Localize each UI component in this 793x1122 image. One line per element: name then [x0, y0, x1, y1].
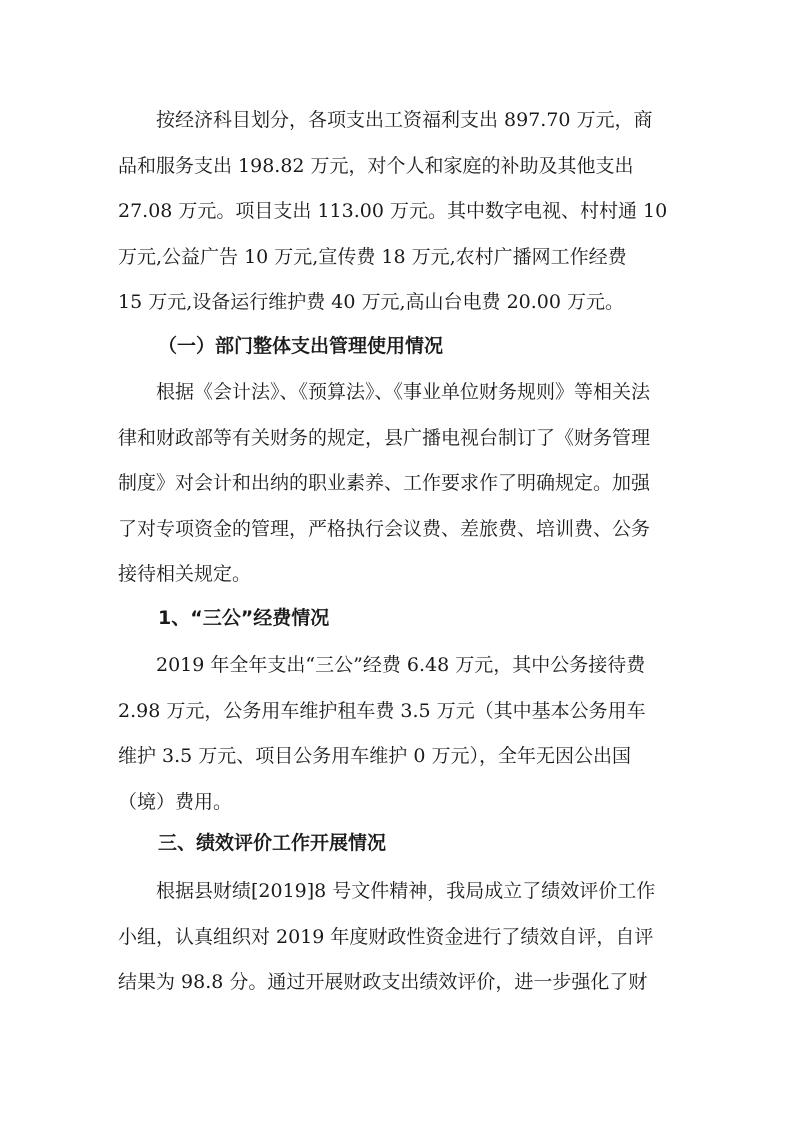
text-line: 制度》对会计和出纳的职业素养、工作要求作了明确规定。加强: [118, 472, 651, 495]
text-line: 了对专项资金的管理，严格执行会议费、差旅费、培训费、公务: [118, 517, 651, 540]
paragraph-performance-evaluation: [118, 869, 688, 1006]
section-heading-three-public-expenses: 1、“三公”经费情况: [158, 607, 330, 629]
text-line: 27.08 万元。项目支出 113.00 万元。其中数字电视、村村通 10: [118, 200, 668, 223]
text-line: 根据县财绩[2019]8 号文件精神，我局成立了绩效评价工作: [156, 880, 656, 902]
section-heading-performance-evaluation: 三、绩效评价工作开展情况: [158, 832, 387, 854]
text-line: 结果为 98.8 分。通过开展财政支出绩效评价，进一步强化了财: [118, 971, 648, 994]
paragraph-expenditure-by-economic-category: [118, 98, 688, 326]
text-line: 按经济科目划分，各项支出工资福利支出 897.70 万元，商: [156, 109, 653, 131]
text-line: 小组，认真组织对 2019 年度财政性资金进行了绩效自评，自评: [118, 925, 654, 948]
text-line: 维护 3.5 万元、项目公务用车维护 0 万元），全年无因公出国: [118, 745, 631, 768]
text-line: 品和服务支出 198.82 万元，对个人和家庭的补助及其他支出: [118, 154, 634, 177]
section-heading-overall-expenditure: （一）部门整体支出管理使用情况: [158, 335, 444, 357]
text-line: 2.98 万元，公务用车维护租车费 3.5 万元（其中基本公务用车: [118, 699, 646, 722]
text-line: 接待相关规定。: [118, 563, 252, 586]
paragraph-three-public-expenses: [118, 643, 688, 825]
text-line: （境）费用。: [118, 790, 233, 813]
text-line: 根据《会计法》、《预算法》、《事业单位财务规则》等相关法: [156, 381, 651, 403]
text-line: 万元,公益广告 10 万元,宣传费 18 万元,农村广播网工作经费: [118, 245, 627, 268]
text-line: 15 万元,设备运行维护费 40 万元,高山台电费 20.00 万元。: [118, 291, 625, 314]
paragraph-financial-rules: [118, 370, 688, 598]
text-line: 律和财政部等有关财务的规定，县广播电视台制订了《财务管理: [118, 426, 651, 449]
text-line: 2019 年全年支出“三公”经费 6.48 万元，其中公务接待费: [156, 654, 646, 676]
